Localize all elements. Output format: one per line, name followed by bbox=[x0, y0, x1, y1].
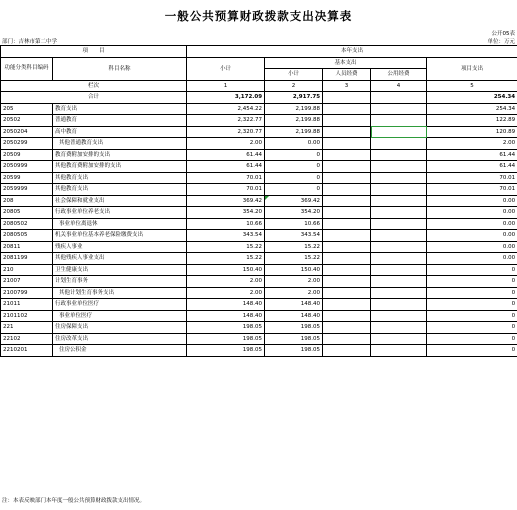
row-value-cell[interactable] bbox=[323, 345, 371, 357]
row-value-cell[interactable]: 2.00 bbox=[187, 138, 265, 150]
row-value-cell[interactable]: 0.00 bbox=[265, 138, 323, 150]
table-row bbox=[1, 115, 517, 127]
unit-label: 单位：万元 bbox=[487, 39, 515, 45]
row-value-cell[interactable] bbox=[323, 126, 371, 138]
row-value-cell[interactable]: 0 bbox=[427, 322, 517, 334]
row-subject-name[interactable]: 残疾人事业 bbox=[53, 241, 187, 253]
header-item: 项 目 bbox=[1, 46, 187, 58]
row-value-cell[interactable]: 0.00 bbox=[427, 253, 517, 265]
row-number-label: 栏次 bbox=[1, 80, 187, 92]
total-label: 合计 bbox=[1, 92, 187, 104]
row-value-cell[interactable] bbox=[371, 103, 427, 115]
row-value-cell[interactable] bbox=[371, 161, 427, 173]
header-basic-expenditure: 基本支出 bbox=[265, 57, 427, 69]
row-value-cell[interactable]: 150.40 bbox=[187, 264, 265, 276]
row-value-cell[interactable] bbox=[323, 103, 371, 115]
row-value-cell[interactable]: 122.89 bbox=[427, 115, 517, 127]
row-value-cell[interactable]: 369.42 bbox=[265, 195, 323, 207]
row-value-cell[interactable] bbox=[371, 184, 427, 196]
table-row bbox=[1, 253, 517, 265]
row-value-cell[interactable]: 354.20 bbox=[187, 207, 265, 219]
row-value-cell[interactable] bbox=[323, 299, 371, 311]
row-value-cell[interactable] bbox=[323, 218, 371, 230]
table-row bbox=[1, 103, 517, 115]
footnote: 注：本表反映部门本年度一般公共预算财政拨款支出情况。 bbox=[2, 498, 146, 504]
table-row bbox=[1, 184, 517, 196]
row-value-cell[interactable] bbox=[371, 115, 427, 127]
row-value-cell[interactable]: 343.54 bbox=[187, 230, 265, 242]
total-row bbox=[1, 92, 517, 104]
row-value-cell[interactable]: 198.05 bbox=[265, 345, 323, 357]
table-row bbox=[1, 195, 517, 207]
row-value-cell[interactable]: 148.40 bbox=[187, 299, 265, 311]
row-value-cell[interactable]: 0.00 bbox=[427, 218, 517, 230]
row-subject-name[interactable]: 行政事业单位养老支出 bbox=[53, 207, 187, 219]
row-value-cell[interactable]: 10.66 bbox=[187, 218, 265, 230]
row-value-cell[interactable] bbox=[323, 333, 371, 345]
department-label: 部门：吉林市第二中学 bbox=[2, 39, 58, 45]
row-subject-name[interactable]: 普通教育 bbox=[53, 115, 187, 127]
header-current-year-expenditure: 本年支出 bbox=[187, 46, 517, 58]
row-value-cell[interactable]: 2,199.88 bbox=[265, 115, 323, 127]
table-row bbox=[1, 172, 517, 184]
row-value-cell[interactable]: 2.00 bbox=[265, 276, 323, 288]
row-subject-name[interactable]: 其他普通教育支出 bbox=[53, 138, 187, 150]
row-value-cell[interactable]: 148.40 bbox=[265, 310, 323, 322]
row-subject-name[interactable]: 计划生育事务 bbox=[53, 276, 187, 288]
row-value-cell[interactable] bbox=[323, 264, 371, 276]
row-value-cell[interactable]: 0 bbox=[265, 184, 323, 196]
total-public[interactable] bbox=[371, 92, 427, 104]
row-value-cell[interactable]: 0.00 bbox=[427, 207, 517, 219]
table-row bbox=[1, 230, 517, 242]
table-row bbox=[1, 322, 517, 334]
row-code[interactable]: 2210201 bbox=[1, 345, 53, 357]
row-code[interactable]: 2059999 bbox=[1, 184, 53, 196]
row-value-cell[interactable]: 198.05 bbox=[187, 345, 265, 357]
row-value-cell[interactable] bbox=[371, 138, 427, 150]
row-value-cell[interactable] bbox=[323, 253, 371, 265]
col-number: 3 bbox=[323, 80, 371, 92]
row-code[interactable]: 20502 bbox=[1, 115, 53, 127]
row-value-cell[interactable]: 70.01 bbox=[427, 184, 517, 196]
table-row bbox=[1, 161, 517, 173]
row-value-cell[interactable]: 61.44 bbox=[187, 161, 265, 173]
table-row bbox=[1, 218, 517, 230]
table-row bbox=[1, 333, 517, 345]
row-value-cell[interactable] bbox=[371, 287, 427, 299]
row-value-cell[interactable]: 61.44 bbox=[187, 149, 265, 161]
row-value-cell[interactable] bbox=[371, 333, 427, 345]
row-value-cell[interactable]: 0 bbox=[265, 149, 323, 161]
row-value-cell[interactable]: 2.00 bbox=[265, 287, 323, 299]
row-value-cell[interactable]: 198.05 bbox=[265, 322, 323, 334]
form-number: 公开05表 bbox=[491, 31, 515, 37]
total-subtotal[interactable]: 3,172.09 bbox=[187, 92, 265, 104]
row-value-cell[interactable]: 150.40 bbox=[265, 264, 323, 276]
row-value-cell[interactable]: 0 bbox=[427, 333, 517, 345]
table-row bbox=[1, 299, 517, 311]
row-code[interactable]: 208 bbox=[1, 195, 53, 207]
table-row bbox=[1, 126, 517, 138]
report-title: 一般公共预算财政拨款支出决算表 bbox=[164, 9, 353, 23]
row-value-cell[interactable] bbox=[371, 207, 427, 219]
header-public-funds: 公用经费 bbox=[371, 69, 427, 81]
row-value-cell[interactable]: 2.00 bbox=[427, 138, 517, 150]
row-value-cell[interactable]: 15.22 bbox=[265, 253, 323, 265]
header-row-middle bbox=[1, 57, 517, 69]
row-value-cell[interactable] bbox=[323, 230, 371, 242]
row-value-cell[interactable]: 369.42 bbox=[187, 195, 265, 207]
row-code[interactable]: 2050999 bbox=[1, 161, 53, 173]
header-row-top bbox=[1, 46, 517, 58]
row-code[interactable]: 21007 bbox=[1, 276, 53, 288]
row-value-cell[interactable] bbox=[371, 149, 427, 161]
row-value-cell[interactable] bbox=[323, 287, 371, 299]
row-value-cell[interactable] bbox=[371, 126, 427, 138]
expenditure-table bbox=[0, 45, 517, 357]
row-value-cell[interactable]: 2,199.88 bbox=[265, 126, 323, 138]
row-value-cell[interactable]: 70.01 bbox=[187, 172, 265, 184]
row-code[interactable]: 2100799 bbox=[1, 287, 53, 299]
row-value-cell[interactable]: 15.22 bbox=[187, 241, 265, 253]
row-value-cell[interactable] bbox=[371, 218, 427, 230]
row-value-cell[interactable] bbox=[371, 345, 427, 357]
row-value-cell[interactable] bbox=[371, 230, 427, 242]
row-code[interactable]: 21011 bbox=[1, 299, 53, 311]
row-value-cell[interactable]: 198.05 bbox=[187, 322, 265, 334]
header-subject-name: 科目名称 bbox=[53, 57, 187, 80]
row-value-cell[interactable]: 0 bbox=[265, 172, 323, 184]
row-code[interactable]: 221 bbox=[1, 322, 53, 334]
row-code[interactable]: 2080505 bbox=[1, 230, 53, 242]
row-subject-name[interactable]: 其他残疾人事业支出 bbox=[53, 253, 187, 265]
row-subject-name[interactable]: 其他教育支出 bbox=[53, 184, 187, 196]
row-subject-name[interactable]: 其他计划生育事务支出 bbox=[53, 287, 187, 299]
row-value-cell[interactable]: 198.05 bbox=[187, 333, 265, 345]
col-number: 2 bbox=[265, 80, 323, 92]
row-value-cell[interactable]: 0.00 bbox=[427, 241, 517, 253]
row-value-cell[interactable]: 120.89 bbox=[427, 126, 517, 138]
row-value-cell[interactable]: 0 bbox=[265, 161, 323, 173]
row-subject-name[interactable]: 社会保障和就业支出 bbox=[53, 195, 187, 207]
row-code[interactable]: 20805 bbox=[1, 207, 53, 219]
table-body bbox=[1, 103, 517, 356]
total-personnel[interactable] bbox=[323, 92, 371, 104]
table-row bbox=[1, 345, 517, 357]
row-value-cell[interactable] bbox=[323, 195, 371, 207]
row-value-cell[interactable]: 198.05 bbox=[265, 333, 323, 345]
row-value-cell[interactable]: 2,454.22 bbox=[187, 103, 265, 115]
row-value-cell[interactable]: 0 bbox=[427, 264, 517, 276]
row-value-cell[interactable] bbox=[371, 195, 427, 207]
row-value-cell[interactable] bbox=[371, 264, 427, 276]
table-row bbox=[1, 138, 517, 150]
row-value-cell[interactable]: 15.22 bbox=[187, 253, 265, 265]
row-value-cell[interactable]: 0.00 bbox=[427, 195, 517, 207]
row-value-cell[interactable]: 0 bbox=[427, 310, 517, 322]
row-value-cell[interactable] bbox=[323, 207, 371, 219]
row-value-cell[interactable]: 0 bbox=[427, 299, 517, 311]
row-value-cell[interactable] bbox=[323, 149, 371, 161]
row-value-cell[interactable]: 254.34 bbox=[427, 103, 517, 115]
row-value-cell[interactable]: 343.54 bbox=[265, 230, 323, 242]
row-subject-name[interactable]: 住房改革支出 bbox=[53, 333, 187, 345]
row-code[interactable]: 22102 bbox=[1, 333, 53, 345]
row-value-cell[interactable] bbox=[371, 322, 427, 334]
row-subject-name[interactable]: 其他教育费附加安排的支出 bbox=[53, 161, 187, 173]
table-row bbox=[1, 276, 517, 288]
row-value-cell[interactable]: 148.40 bbox=[265, 299, 323, 311]
row-code[interactable]: 205 bbox=[1, 103, 53, 115]
row-value-cell[interactable]: 354.20 bbox=[265, 207, 323, 219]
row-code[interactable]: 210 bbox=[1, 264, 53, 276]
row-code[interactable]: 2081199 bbox=[1, 253, 53, 265]
total-basic[interactable]: 2,917.75 bbox=[265, 92, 323, 104]
row-value-cell[interactable]: 70.01 bbox=[427, 172, 517, 184]
row-value-cell[interactable]: 10.66 bbox=[265, 218, 323, 230]
row-value-cell[interactable]: 0.00 bbox=[427, 230, 517, 242]
row-subject-name[interactable]: 高中教育 bbox=[53, 126, 187, 138]
row-subject-name[interactable]: 教育费附加安排的支出 bbox=[53, 149, 187, 161]
row-subject-name[interactable]: 卫生健康支出 bbox=[53, 264, 187, 276]
row-subject-name[interactable]: 机关事业单位基本养老保险缴费支出 bbox=[53, 230, 187, 242]
row-value-cell[interactable]: 2,199.88 bbox=[265, 103, 323, 115]
row-code[interactable]: 20599 bbox=[1, 172, 53, 184]
row-value-cell[interactable] bbox=[323, 276, 371, 288]
row-code[interactable]: 20509 bbox=[1, 149, 53, 161]
table-row bbox=[1, 241, 517, 253]
header-func-code: 功能分类科目编码 bbox=[1, 57, 53, 80]
row-subject-name[interactable]: 事业单位医疗 bbox=[53, 310, 187, 322]
row-value-cell[interactable] bbox=[323, 184, 371, 196]
row-value-cell[interactable] bbox=[323, 322, 371, 334]
row-value-cell[interactable] bbox=[323, 138, 371, 150]
row-subject-name[interactable]: 事业单位离退休 bbox=[53, 218, 187, 230]
row-value-cell[interactable] bbox=[323, 115, 371, 127]
table-row bbox=[1, 264, 517, 276]
row-value-cell[interactable]: 2,322.77 bbox=[187, 115, 265, 127]
row-value-cell[interactable] bbox=[371, 241, 427, 253]
row-value-cell[interactable] bbox=[323, 310, 371, 322]
row-value-cell[interactable]: 61.44 bbox=[427, 161, 517, 173]
row-value-cell[interactable] bbox=[323, 241, 371, 253]
col-number: 1 bbox=[187, 80, 265, 92]
row-value-cell[interactable] bbox=[323, 172, 371, 184]
row-code[interactable]: 2050299 bbox=[1, 138, 53, 150]
header-personnel: 人员经费 bbox=[323, 69, 371, 81]
row-code[interactable]: 20811 bbox=[1, 241, 53, 253]
row-value-cell[interactable]: 0 bbox=[427, 276, 517, 288]
row-subject-name[interactable]: 教育支出 bbox=[53, 103, 187, 115]
header-basic-subtotal: 小计 bbox=[265, 69, 323, 81]
table-row bbox=[1, 287, 517, 299]
table-row bbox=[1, 310, 517, 322]
row-subject-name[interactable]: 住房公积金 bbox=[53, 345, 187, 357]
row-value-cell[interactable]: 148.40 bbox=[187, 310, 265, 322]
row-value-cell[interactable] bbox=[371, 253, 427, 265]
row-value-cell[interactable] bbox=[323, 161, 371, 173]
row-code[interactable]: 2080502 bbox=[1, 218, 53, 230]
row-subject-name[interactable]: 其他教育支出 bbox=[53, 172, 187, 184]
row-value-cell[interactable]: 61.44 bbox=[427, 149, 517, 161]
row-value-cell[interactable]: 2.00 bbox=[187, 287, 265, 299]
row-value-cell[interactable] bbox=[371, 310, 427, 322]
total-project[interactable]: 254.34 bbox=[427, 92, 517, 104]
col-number: 4 bbox=[371, 80, 427, 92]
row-value-cell[interactable] bbox=[371, 299, 427, 311]
row-value-cell[interactable]: 70.01 bbox=[187, 184, 265, 196]
table-row bbox=[1, 207, 517, 219]
table-row bbox=[1, 149, 517, 161]
row-value-cell[interactable] bbox=[371, 172, 427, 184]
row-value-cell[interactable]: 15.22 bbox=[265, 241, 323, 253]
row-value-cell[interactable] bbox=[371, 276, 427, 288]
row-value-cell[interactable]: 2.00 bbox=[187, 276, 265, 288]
col-number: 5 bbox=[427, 80, 517, 92]
row-value-cell[interactable]: 0 bbox=[427, 287, 517, 299]
row-value-cell[interactable]: 2,320.77 bbox=[187, 126, 265, 138]
row-number-row bbox=[1, 80, 517, 92]
row-code[interactable]: 2101102 bbox=[1, 310, 53, 322]
row-code[interactable]: 2050204 bbox=[1, 126, 53, 138]
header-project-expenditure: 项目支出 bbox=[427, 57, 517, 80]
header-subtotal: 小计 bbox=[187, 57, 265, 80]
row-subject-name[interactable]: 行政事业单位医疗 bbox=[53, 299, 187, 311]
row-subject-name[interactable]: 住房保障支出 bbox=[53, 322, 187, 334]
row-value-cell[interactable]: 0 bbox=[427, 345, 517, 357]
